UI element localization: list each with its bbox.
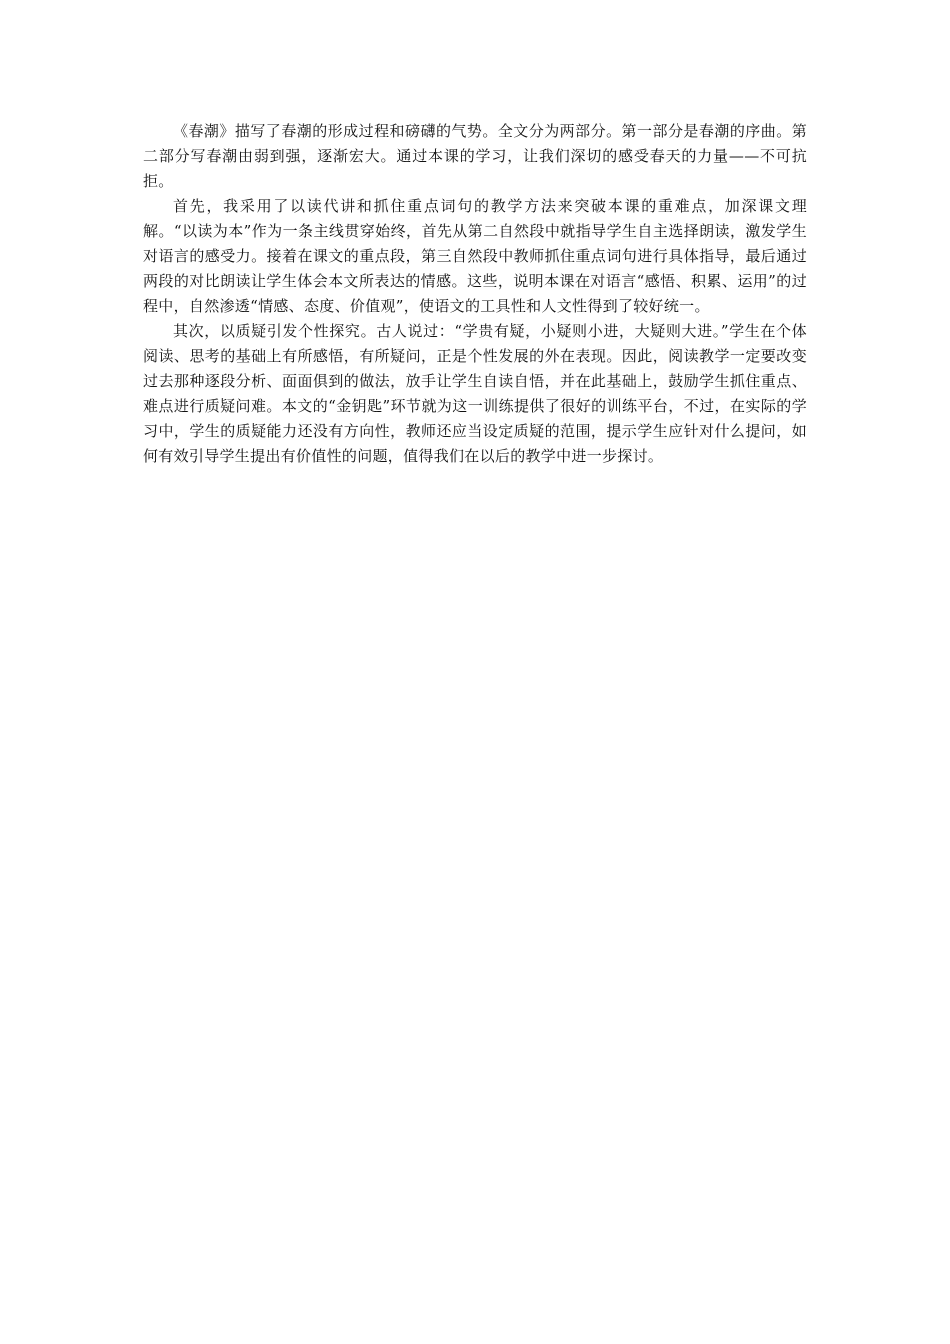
document-body <box>143 119 807 469</box>
paragraph-3: 其次，以质疑引发个性探究。古人说过：“学贵有疑，小疑则小进，大疑则大进。”学生在个体阅读、思考的基础上有所感悟，有所疑问，正是个性发展的外在表现。因此，阅读教学一定要改变过去那种逐段分析、面面俱到的做法，放手让学生自读自悟，并在此基础上，鼓励学生抓住重点、难点进行质疑问难。本文的“金钥匙”环节就为这一训练提供了很好的训练平台，不过，在实际的学习中，学生的质疑能力还没有方向性，教师还应当设定质疑的范围，提示学生应针对什么提问，如何有效引导学生提出有价值性的问题，值得我们在以后的教学中进一步探讨。 <box>143 322 807 465</box>
paragraph-2: 首先，我采用了以读代讲和抓住重点词句的教学方法来突破本课的重难点，加深课文理解。“以读为本”作为一条主线贯穿始终，首先从第二自然段中就指导学生自主选择朗读，激发学生对语言的感受力。接着在课文的重点段，第三自然段中教师抓住重点词句进行具体指导，最后通过两段的对比朗读让学生体会本文所表达的情感。这些，说明本课在对语言“感悟、积累、运用”的过程中，自然渗透“情感、态度、价值观”，使语文的工具性和人文性得到了较好统一。 <box>143 197 807 315</box>
paragraph-1: 《春潮》描写了春潮的形成过程和磅礴的气势。全文分为两部分。第一部分是春潮的序曲。第二部分写春潮由弱到强，逐渐宏大。通过本课的学习，让我们深切的感受春天的力量——不可抗拒。 <box>143 122 807 190</box>
